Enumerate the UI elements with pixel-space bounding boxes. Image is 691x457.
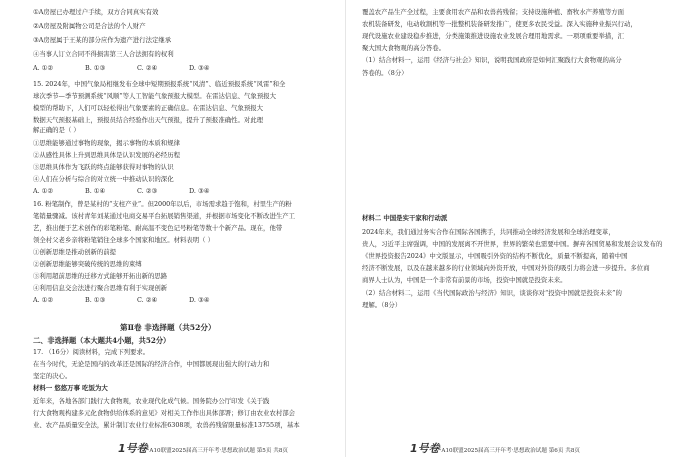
q16-stem: 艺，推出便于艺术创作的彩笔粉笔、耐高温不变色记号粉笔等数十个新产品。现在，他带 [33,224,283,232]
material2-text: 商界人士认为，中国是一个非常有前景的市场，投资中国就是投资未来。 [362,276,567,284]
material1-text: 覆盖农产品生产全过程，主要食用农产品和农兽药残留；支持设施种植、畜牧水产养殖等方面 [362,8,625,16]
footer-text: ·A10联盟2025届高三开年考·思想政治试题 第6页 共8页 [439,448,580,454]
q15-stem: 数据天气预报基础上，预报员结合经验作出天气预报，提升了预报准确性。对此理 [33,116,264,124]
brand-logo: 1号卷 [118,442,148,455]
q15-stem: 模型的帮助下，人们可以轻松得出气象要素的正确信息。在雷达信息、气象预报大 [33,104,264,112]
q16-option: ③利用超前思维的迁移方式能够开拓出新的思路 [33,272,168,280]
choice-d: D. ③④ [189,296,210,304]
q14-option: ③A房屋属于王某的部分应作为遗产进行法定继承 [33,36,172,44]
material2-text: 2024年来，我们通过务实合作在国际各国携手，共同推动全球经济发展和全球治理变革， [362,228,615,236]
q15-option: ①思维能够通过事物的现象，揭示事物的本质和规律 [33,139,180,147]
left-page [0,0,345,457]
material1-text: 业、农产品质量安全法，累计制订农业行业标准6308项，农兽药残留限量标准13755项，基本 [33,421,300,429]
q17-lead: 坚定的决心。 [33,372,72,380]
material2-text: 《世界投资报告2024》中文版显示，中国吸引外资的结构不断优化，质量不断提高，随着中国 [362,252,628,260]
choice-d: D. ③④ [189,187,210,195]
choice-a: A. ①② [33,296,54,304]
q15-option: ④人们在分析与综合的对立统一中推动认识的深化 [33,175,174,183]
right-page [346,0,691,457]
material1-title: 材料一 悠悠万事 吃饭为大 [33,384,108,392]
material2-text: 经济不断发展，以及在越来越多的行业领域向外资开放，中国对外资的吸引力将会进一步提升。多位商 [362,264,650,272]
material2-text: 贵人，习近平主席强调，中国的发展离不开世界，世界的繁荣也需要中国。摒弃各国贸易和发展会议发布的 [362,240,663,248]
q15-stem: 15. 2024年，中国气象局相继发布全球中短期预报系统“风清”、临近预报系统“风雷”和全 [33,80,286,88]
q16-stem: 16. 粉笔制作，曾是某村的“支柱产业”。但2000年以后，市场需求趋于饱和，村里生产的粉 [33,200,292,208]
part-title: 第Ⅱ卷 非选择题（共52分） [120,323,216,332]
section-heading: 二、非选择题（本大题共4小题，共52分） [33,336,171,345]
q15-option: ②从感性具体上升到思维具体是认识发展的必经历程 [33,151,180,159]
q15-option: ③思维具体作为飞跃的终点能够获得对事物的认识 [33,163,174,171]
q16-stem: 笔销量骤减。该村青年刘某通过电商交易平台拓展销售渠道，并根据市场变化不断改进生产工 [33,212,296,220]
q14-option: ①A房屋已办理过户手续，双方合同真实有效 [33,8,159,16]
q17-sub1: 答卷的。（8分） [362,69,408,77]
material1-text: 行大食物观构建多元化食物供给体系的意见》对相关工作作出具体部署；修订由农业农村部会 [33,409,296,417]
choice-c: C. ②④ [137,296,158,304]
q17-sub2: （2）结合材料二，运用《当代国际政治与经济》知识，谈谈你对“投资中国就是投资未来”的 [362,289,622,297]
choice-a: A. ①② [33,64,54,72]
q16-option: ④利用信息交会法进行聚合思维有利于实现创新 [33,284,168,292]
choice-c: C. ②④ [137,64,158,72]
q14-option: ②A房屋及附属物公司是合法的个人财产 [33,22,146,30]
choice-d: D. ③④ [189,64,210,72]
q17-intro: 17. （16分）阅读材料，完成下列要求。 [33,348,150,356]
choice-c: C. ②③ [137,187,158,195]
q17-lead: 在当今时代，无论是国内的改革还是国际的经济合作，中国都展现出强大的行动力和 [33,360,270,368]
q14-choices [33,64,241,72]
q17-sub2: 理解。（8分） [362,301,402,309]
footer-text: ·A10联盟2025届高三开年考·思想政治试题 第5页 共8页 [147,448,288,454]
q15-stem: 球次季节—季节预测系统“风顺”等人工智能气象预报大模型。在雷达信息、气象预报大 [33,92,276,100]
choice-b: B. ①④ [85,187,106,195]
page-footer [410,440,580,456]
material2-title: 材料二 中国是实干家和行动派 [362,214,448,222]
choice-a: A. ①② [33,187,54,195]
q15-stem: 解正确的是（ ） [33,126,80,134]
q16-stem: 领全村父老乡亲将粉笔销往全球多个国家和地区。材料表明（ ） [33,236,214,244]
q16-option: ②创新思维能够突破传统的思维的束缚 [33,260,142,268]
choice-b: B. ①③ [85,64,106,72]
material1-text: 农机装备研发，电动收割机等一批整机装备研发推广，使更多农民受益。深入实施种业振兴行动， [362,20,637,28]
q16-choices [33,296,241,304]
page-footer [118,440,288,456]
q14-option: ④当事人订立合同不得损害第三人合法拥有的权利 [33,50,174,58]
q16-option: ①创新思维是推动创新的前提 [33,248,117,256]
q15-choices [33,187,241,195]
choice-b: B. ①③ [85,296,106,304]
material1-text: 近年来，各地各部门践行大食物观，农业现代化成气候。国务院办公厅印发《关于践 [33,397,270,405]
material1-text: 现代设施农业建设稳步推进，分类施策推进设施农业发展合理用地需求。一项项重要举措，汇 [362,32,625,40]
q17-sub1: （1）结合材料一，运用《经济与社会》知识，说明我国政府是如何汇聚践行大食物观的高分 [362,56,622,64]
brand-logo: 1号卷 [410,442,440,455]
material1-text: 聚大国大食物观的高分答卷。 [362,44,446,52]
